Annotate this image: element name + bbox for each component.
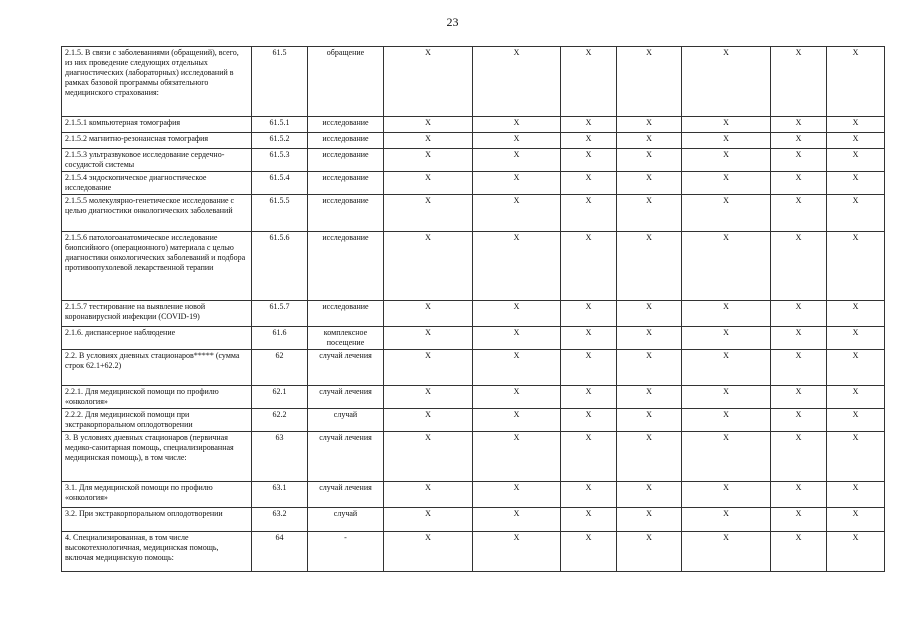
x-cell: X (682, 482, 771, 508)
row-code-cell: 62.2 (252, 409, 308, 432)
x-cell: X (771, 172, 827, 195)
x-cell: X (473, 47, 561, 117)
row-name-cell: 4. Специализированная, в том числе высокотехнологичная, медицинская помощь, включая медицинскую помощь: (62, 532, 252, 572)
x-cell: X (384, 195, 473, 232)
row-name-cell: 2.1.5.7 тестирование на выявление новой коронавирусной инфекции (COVID-19) (62, 301, 252, 327)
row-name-cell: 2.1.5.6 патологоанатомическое исследование биопсийного (операционного) материала с целью диагностики онкологических заболеваний и подбора противоопухолевой лекарственной терапии (62, 232, 252, 301)
x-cell: X (682, 432, 771, 482)
x-cell: X (682, 532, 771, 572)
x-cell: X (561, 117, 617, 133)
x-cell: X (771, 532, 827, 572)
x-cell: X (771, 47, 827, 117)
x-cell: X (561, 172, 617, 195)
x-cell: X (561, 133, 617, 149)
x-cell: X (827, 386, 885, 409)
x-cell: X (771, 350, 827, 386)
x-cell: X (682, 149, 771, 172)
x-cell: X (827, 195, 885, 232)
x-cell: X (827, 327, 885, 350)
table-row (62, 133, 885, 149)
x-cell: X (384, 327, 473, 350)
row-code-cell: 61.5.5 (252, 195, 308, 232)
row-code-cell: 61.5 (252, 47, 308, 117)
x-cell: X (473, 327, 561, 350)
row-unit-cell: обращение (308, 47, 384, 117)
x-cell: X (827, 409, 885, 432)
x-cell: X (771, 508, 827, 532)
x-cell: X (682, 47, 771, 117)
x-cell: X (473, 508, 561, 532)
x-cell: X (473, 133, 561, 149)
x-cell: X (617, 301, 682, 327)
x-cell: X (617, 409, 682, 432)
table-body (62, 47, 885, 572)
table-row (62, 327, 885, 350)
x-cell: X (827, 117, 885, 133)
x-cell: X (617, 508, 682, 532)
x-cell: X (617, 232, 682, 301)
x-cell: X (561, 482, 617, 508)
x-cell: X (384, 432, 473, 482)
x-cell: X (473, 482, 561, 508)
row-name-cell: 2.1.5. В связи с заболеваниями (обращений), всего, из них проведение следующих отдельных диагностических (лабораторных) исследований в рамках базовой программы обязательного медицинского страхования: (62, 47, 252, 117)
table-row (62, 532, 885, 572)
x-cell: X (561, 432, 617, 482)
x-cell: X (682, 195, 771, 232)
x-cell: X (827, 482, 885, 508)
x-cell: X (617, 350, 682, 386)
row-code-cell: 61.5.2 (252, 133, 308, 149)
table-row (62, 482, 885, 508)
row-name-cell: 3. В условиях дневных стационаров (первичная медико-санитарная помощь, специализированная медицинская помощь), в том числе: (62, 432, 252, 482)
x-cell: X (473, 301, 561, 327)
row-name-cell: 2.1.5.1 компьютерная томография (62, 117, 252, 133)
row-name-cell: 2.2.2. Для медицинской помощи при экстракорпоральном оплодотворении (62, 409, 252, 432)
x-cell: X (682, 301, 771, 327)
x-cell: X (771, 432, 827, 482)
row-unit-cell: исследование (308, 117, 384, 133)
row-unit-cell: исследование (308, 149, 384, 172)
row-name-cell: 2.1.5.4 эндоскопическое диагностическое исследование (62, 172, 252, 195)
row-code-cell: 63.2 (252, 508, 308, 532)
x-cell: X (473, 409, 561, 432)
table-row (62, 149, 885, 172)
x-cell: X (682, 508, 771, 532)
x-cell: X (561, 149, 617, 172)
row-code-cell: 61.5.3 (252, 149, 308, 172)
table-row (62, 350, 885, 386)
x-cell: X (473, 172, 561, 195)
x-cell: X (617, 172, 682, 195)
x-cell: X (561, 327, 617, 350)
row-name-cell: 2.2. В условиях дневных стационаров***** (сумма строк 62.1+62.2) (62, 350, 252, 386)
x-cell: X (771, 133, 827, 149)
x-cell: X (827, 350, 885, 386)
row-code-cell: 63.1 (252, 482, 308, 508)
x-cell: X (827, 149, 885, 172)
x-cell: X (473, 232, 561, 301)
x-cell: X (827, 47, 885, 117)
data-table (61, 46, 885, 572)
x-cell: X (682, 232, 771, 301)
row-name-cell: 2.1.5.3 ультразвуковое исследование сердечно-сосудистой системы (62, 149, 252, 172)
table-row (62, 301, 885, 327)
x-cell: X (561, 195, 617, 232)
x-cell: X (827, 432, 885, 482)
x-cell: X (473, 432, 561, 482)
row-unit-cell: исследование (308, 133, 384, 149)
x-cell: X (771, 482, 827, 508)
x-cell: X (384, 508, 473, 532)
x-cell: X (827, 508, 885, 532)
x-cell: X (617, 327, 682, 350)
row-name-cell: 2.1.5.2 магнитно-резонансная томография (62, 133, 252, 149)
table-row (62, 508, 885, 532)
x-cell: X (384, 133, 473, 149)
x-cell: X (771, 301, 827, 327)
x-cell: X (473, 350, 561, 386)
row-unit-cell: комплексное посещение (308, 327, 384, 350)
x-cell: X (617, 386, 682, 409)
x-cell: X (384, 386, 473, 409)
x-cell: X (473, 149, 561, 172)
table-row (62, 47, 885, 117)
x-cell: X (682, 117, 771, 133)
row-unit-cell: исследование (308, 195, 384, 232)
x-cell: X (561, 508, 617, 532)
x-cell: X (561, 350, 617, 386)
row-unit-cell: исследование (308, 172, 384, 195)
table-row (62, 409, 885, 432)
x-cell: X (473, 386, 561, 409)
row-unit-cell: - (308, 532, 384, 572)
table-row (62, 432, 885, 482)
x-cell: X (384, 47, 473, 117)
x-cell: X (617, 149, 682, 172)
row-name-cell: 2.2.1. Для медицинской помощи по профилю «онкология» (62, 386, 252, 409)
x-cell: X (384, 172, 473, 195)
x-cell: X (384, 117, 473, 133)
row-code-cell: 63 (252, 432, 308, 482)
x-cell: X (682, 409, 771, 432)
x-cell: X (771, 195, 827, 232)
x-cell: X (682, 386, 771, 409)
x-cell: X (617, 195, 682, 232)
x-cell: X (771, 327, 827, 350)
row-unit-cell: случай лечения (308, 350, 384, 386)
x-cell: X (682, 133, 771, 149)
x-cell: X (771, 386, 827, 409)
x-cell: X (384, 301, 473, 327)
x-cell: X (384, 149, 473, 172)
x-cell: X (682, 327, 771, 350)
table-row (62, 172, 885, 195)
x-cell: X (561, 232, 617, 301)
x-cell: X (617, 117, 682, 133)
row-code-cell: 61.5.6 (252, 232, 308, 301)
row-unit-cell: исследование (308, 301, 384, 327)
row-name-cell: 2.1.6. диспансерное наблюдение (62, 327, 252, 350)
x-cell: X (384, 482, 473, 508)
x-cell: X (617, 47, 682, 117)
row-unit-cell: случай (308, 409, 384, 432)
x-cell: X (384, 532, 473, 572)
x-cell: X (617, 482, 682, 508)
row-code-cell: 62 (252, 350, 308, 386)
table-row (62, 386, 885, 409)
row-name-cell: 2.1.5.5 молекулярно-генетическое исследование с целью диагностики онкологических заболеваний (62, 195, 252, 232)
x-cell: X (384, 232, 473, 301)
x-cell: X (617, 432, 682, 482)
x-cell: X (561, 409, 617, 432)
row-unit-cell: случай (308, 508, 384, 532)
x-cell: X (384, 350, 473, 386)
page-number: 23 (446, 15, 459, 29)
x-cell: X (827, 232, 885, 301)
x-cell: X (771, 232, 827, 301)
x-cell: X (827, 532, 885, 572)
row-code-cell: 62.1 (252, 386, 308, 409)
table-row (62, 232, 885, 301)
x-cell: X (771, 117, 827, 133)
x-cell: X (827, 133, 885, 149)
x-cell: X (771, 149, 827, 172)
x-cell: X (561, 386, 617, 409)
x-cell: X (682, 172, 771, 195)
x-cell: X (561, 301, 617, 327)
row-name-cell: 3.2. При экстракорпоральном оплодотворении (62, 508, 252, 532)
x-cell: X (771, 409, 827, 432)
x-cell: X (617, 532, 682, 572)
row-unit-cell: случай лечения (308, 386, 384, 409)
row-code-cell: 64 (252, 532, 308, 572)
row-code-cell: 61.5.7 (252, 301, 308, 327)
x-cell: X (617, 133, 682, 149)
row-unit-cell: случай лечения (308, 482, 384, 508)
x-cell: X (561, 532, 617, 572)
row-name-cell: 3.1. Для медицинской помощи по профилю «онкология» (62, 482, 252, 508)
row-code-cell: 61.6 (252, 327, 308, 350)
x-cell: X (473, 117, 561, 133)
x-cell: X (473, 532, 561, 572)
x-cell: X (473, 195, 561, 232)
x-cell: X (561, 47, 617, 117)
x-cell: X (827, 172, 885, 195)
row-code-cell: 61.5.4 (252, 172, 308, 195)
x-cell: X (827, 301, 885, 327)
row-unit-cell: исследование (308, 232, 384, 301)
table-row (62, 195, 885, 232)
row-unit-cell: случай лечения (308, 432, 384, 482)
row-code-cell: 61.5.1 (252, 117, 308, 133)
x-cell: X (384, 409, 473, 432)
table-row (62, 117, 885, 133)
x-cell: X (682, 350, 771, 386)
